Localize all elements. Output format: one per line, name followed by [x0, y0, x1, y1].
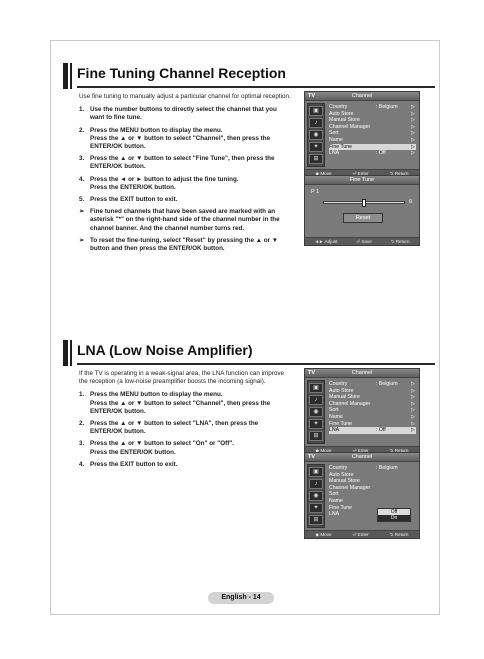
step-number: 3.	[79, 440, 85, 448]
sound-icon: ♪	[309, 479, 323, 489]
step-item	[79, 176, 291, 192]
step-item	[79, 461, 291, 469]
menu-item-name[interactable]: Name ▷	[329, 136, 415, 143]
menu-item-auto-store[interactable]: Auto Store ▷	[329, 387, 415, 394]
step-text: Press the ◄ or ► button to adjust the fine tuning. Press the ENTER/OK button.	[90, 175, 239, 191]
input-icon: ⊞	[309, 515, 323, 525]
input-icon: ⊞	[309, 431, 323, 441]
menu-item-channel-manager[interactable]: Channel Manager ▷	[329, 400, 415, 407]
section-title-block	[63, 340, 435, 366]
step-item	[79, 196, 291, 204]
page-number-label: English - 14	[208, 592, 274, 604]
setup-icon: ✦	[309, 142, 323, 152]
note-item	[79, 208, 291, 233]
menu-item-lna[interactable]: LNA : Off ▷	[329, 150, 415, 157]
osd-header	[305, 92, 419, 101]
note-item	[79, 237, 291, 253]
step-text: Press the MENU button to display the menu. Press the ▲ or ▼ button to select "Channel", then press the ENTER/OK button.	[90, 391, 271, 415]
menu-item-fine-tune[interactable]: Fine Tune ▷	[329, 143, 415, 150]
osd-channel-menu-lna-dropdown	[304, 452, 420, 539]
setup-icon: ✦	[309, 503, 323, 513]
section-title-block	[63, 63, 435, 89]
step-text: Press the ▲ or ▼ button to select "On" or "Off". Press the ENTER/OK button.	[90, 440, 235, 456]
step-number: 2.	[79, 420, 85, 428]
menu-item-manual-store[interactable]: Manual Store ▷	[329, 394, 415, 401]
note-arrow-icon: ➢	[79, 208, 85, 216]
footer-return-hint: ⮌ Return	[389, 170, 409, 176]
picture-icon: ▣	[309, 106, 323, 116]
title-bar-mark-thin	[70, 340, 72, 366]
sound-icon: ♪	[309, 118, 323, 128]
picture-icon: ▣	[309, 467, 323, 477]
arrow-right-icon: ▷	[411, 413, 415, 420]
footer-adjust-hint: ◄► Adjust	[314, 239, 338, 244]
osd-channel-menu-finetune	[304, 91, 420, 178]
channel-icon: ◉	[309, 491, 323, 501]
step-text: Press the MENU button to display the menu. Press the ▲ or ▼ button to select "Channel", then press the ENTER/OK button.	[90, 126, 271, 151]
menu-item-sort[interactable]: Sort	[329, 491, 339, 498]
osd-tv-label: TV	[308, 370, 316, 376]
menu-item-manual-store[interactable]: Manual Store ▷	[329, 117, 415, 124]
osd-body	[305, 462, 419, 530]
arrow-right-icon: ▷	[411, 130, 415, 137]
step-item	[79, 106, 291, 122]
step-item	[79, 155, 291, 171]
dropdown-option-on[interactable]: On	[378, 515, 410, 521]
note-text: To reset the fine-tuning, select "Reset" by pressing the ▲ or ▼ button and then press the ENTER/OK button.	[90, 236, 279, 253]
title-bar-mark	[63, 63, 68, 89]
step-number: 2.	[79, 126, 85, 134]
osd-body	[305, 378, 419, 446]
menu-item-country[interactable]: Country : Belgium	[329, 465, 398, 471]
menu-item-fine-tune[interactable]: Fine Tune ▷	[329, 420, 415, 427]
arrow-right-icon: ▷	[411, 104, 415, 110]
step-number: 5.	[79, 196, 85, 204]
osd-channel-menu-lna	[304, 368, 420, 455]
step-number: 4.	[79, 175, 85, 183]
step-number: 1.	[79, 106, 85, 114]
menu-item-name[interactable]: Name ▷	[329, 413, 415, 420]
footer-enter-hint: ⏎ Enter	[352, 447, 369, 453]
slider-knob[interactable]	[362, 199, 366, 207]
osd-footer	[305, 530, 419, 538]
fine-tune-slider[interactable]	[323, 201, 405, 204]
osd-footer	[305, 237, 419, 245]
step-item	[79, 440, 291, 456]
footer-return-hint: ⮌ Return	[389, 531, 409, 537]
arrow-right-icon: ▷	[411, 387, 415, 394]
osd-title: Channel	[351, 93, 373, 99]
menu-item-country[interactable]: Country : Belgium ▷	[329, 381, 415, 387]
section-title: LNA (Low Noise Amplifier)	[77, 342, 253, 358]
arrow-right-icon: ▷	[411, 150, 415, 157]
menu-item-manual-store[interactable]: Manual Store	[329, 478, 360, 485]
menu-item-country[interactable]: Country : Belgium ▷	[329, 104, 415, 110]
menu-item-lna[interactable]: LNA	[329, 511, 340, 518]
footer-save-hint: ⏎ Save	[356, 238, 372, 244]
sound-icon: ♪	[309, 395, 323, 405]
osd-title: Fine Tune	[349, 177, 375, 183]
setup-icon: ✦	[309, 419, 323, 429]
menu-item-auto-store[interactable]: Auto Store ▷	[329, 110, 415, 117]
footer-enter-hint: ⏎ Enter	[352, 531, 369, 537]
step-number: 1.	[79, 391, 85, 399]
arrow-right-icon: ▷	[411, 143, 415, 150]
footer-return-hint: ⮌ Return	[389, 447, 409, 453]
step-number: 3.	[79, 155, 85, 163]
footer-enter-hint: ⏎ Enter	[352, 170, 369, 176]
title-bar-mark-thin	[70, 63, 72, 89]
arrow-right-icon: ▷	[411, 136, 415, 143]
osd-title: Channel	[351, 454, 373, 460]
arrow-right-icon: ▷	[411, 394, 415, 401]
osd-menu-list	[329, 381, 416, 434]
menu-item-fine-tune[interactable]: Fine Tune	[329, 504, 353, 511]
title-underline	[77, 86, 435, 88]
channel-number: P 1	[311, 189, 320, 195]
menu-item-name[interactable]: Name	[329, 497, 343, 504]
note-text: Fine tuned channels that have been saved are marked with an asterisk "*" on the right-hand side of the channel number in the channel banner. And the channel number turns red.	[90, 208, 280, 232]
section-title: Fine Tuning Channel Reception	[77, 65, 286, 81]
channel-icon: ◉	[309, 130, 323, 140]
osd-tv-label: TV	[308, 93, 316, 99]
step-text: Press the ▲ or ▼ button to select "Fine Tune", then press the ENTER/OK button.	[90, 155, 275, 171]
menu-item-sort[interactable]: Sort ▷	[329, 407, 415, 414]
intro-text: If the TV is operating in a weak-signal area, the LNA function can improve the reception (a low-noise preamplifier boosts the incoming signal).	[79, 370, 284, 386]
step-number: 4.	[79, 460, 85, 468]
step-text: Use the number buttons to directly select the channel that you want to fine tune.	[90, 106, 277, 122]
dropdown-option-off[interactable]: Off	[390, 509, 398, 515]
arrow-right-icon: ▷	[411, 123, 415, 130]
footer-return-hint: ⮌ Return	[390, 238, 410, 244]
menu-item-lna[interactable]: LNA : Off ▷	[329, 427, 415, 434]
osd-title: Channel	[351, 370, 373, 376]
step-item	[79, 127, 291, 152]
step-text: Press the EXIT button to exit.	[90, 196, 178, 204]
slider-value: 0	[409, 199, 413, 205]
arrow-right-icon: ▷	[411, 400, 415, 407]
note-arrow-icon: ➢	[79, 236, 85, 244]
osd-icon-column	[307, 380, 325, 444]
menu-item-channel-manager[interactable]: Channel Manager	[329, 484, 371, 491]
instruction-text	[79, 93, 291, 257]
osd-icon-column	[307, 464, 325, 528]
instruction-text	[79, 370, 291, 473]
arrow-right-icon: ▷	[411, 420, 415, 427]
arrow-right-icon: ▷	[411, 381, 415, 387]
step-text: Press the ▲ or ▼ button to select "LNA", then press the ENTER/OK button.	[90, 420, 259, 436]
intro-text: Use fine tuning to manually adjust a particular channel for optimal reception.	[79, 93, 291, 100]
step-text: Press the EXIT button to exit.	[90, 460, 178, 468]
menu-item-sort[interactable]: Sort ▷	[329, 130, 415, 137]
picture-icon: ▣	[309, 383, 323, 393]
title-underline	[77, 363, 435, 365]
channel-icon: ◉	[309, 407, 323, 417]
osd-menu-list	[329, 104, 416, 157]
osd-body	[305, 101, 419, 169]
title-bar-mark	[63, 340, 68, 366]
osd-header	[305, 176, 419, 185]
menu-item-channel-manager[interactable]: Channel Manager ▷	[329, 123, 415, 130]
lna-dropdown[interactable]	[377, 508, 411, 522]
menu-item-auto-store[interactable]: Auto Store	[329, 471, 354, 478]
footer-move-hint: ◆ Move	[315, 531, 332, 537]
input-icon: ⊞	[309, 154, 323, 164]
osd-tv-label: TV	[308, 454, 316, 460]
step-item	[79, 391, 291, 416]
footer-move-hint: ◆ Move	[315, 170, 332, 176]
fine-tune-body	[305, 185, 419, 237]
osd-header	[305, 369, 419, 378]
arrow-right-icon: ▷	[411, 427, 415, 434]
osd-fine-tune-screen	[304, 175, 420, 246]
osd-icon-column	[307, 103, 325, 167]
osd-header	[305, 453, 419, 462]
arrow-right-icon: ▷	[411, 117, 415, 124]
footer-move-hint: ◆ Move	[315, 447, 332, 453]
reset-button[interactable]: Reset	[343, 213, 383, 223]
arrow-right-icon: ▷	[411, 407, 415, 414]
step-item	[79, 420, 291, 436]
arrow-right-icon: ▷	[411, 110, 415, 117]
